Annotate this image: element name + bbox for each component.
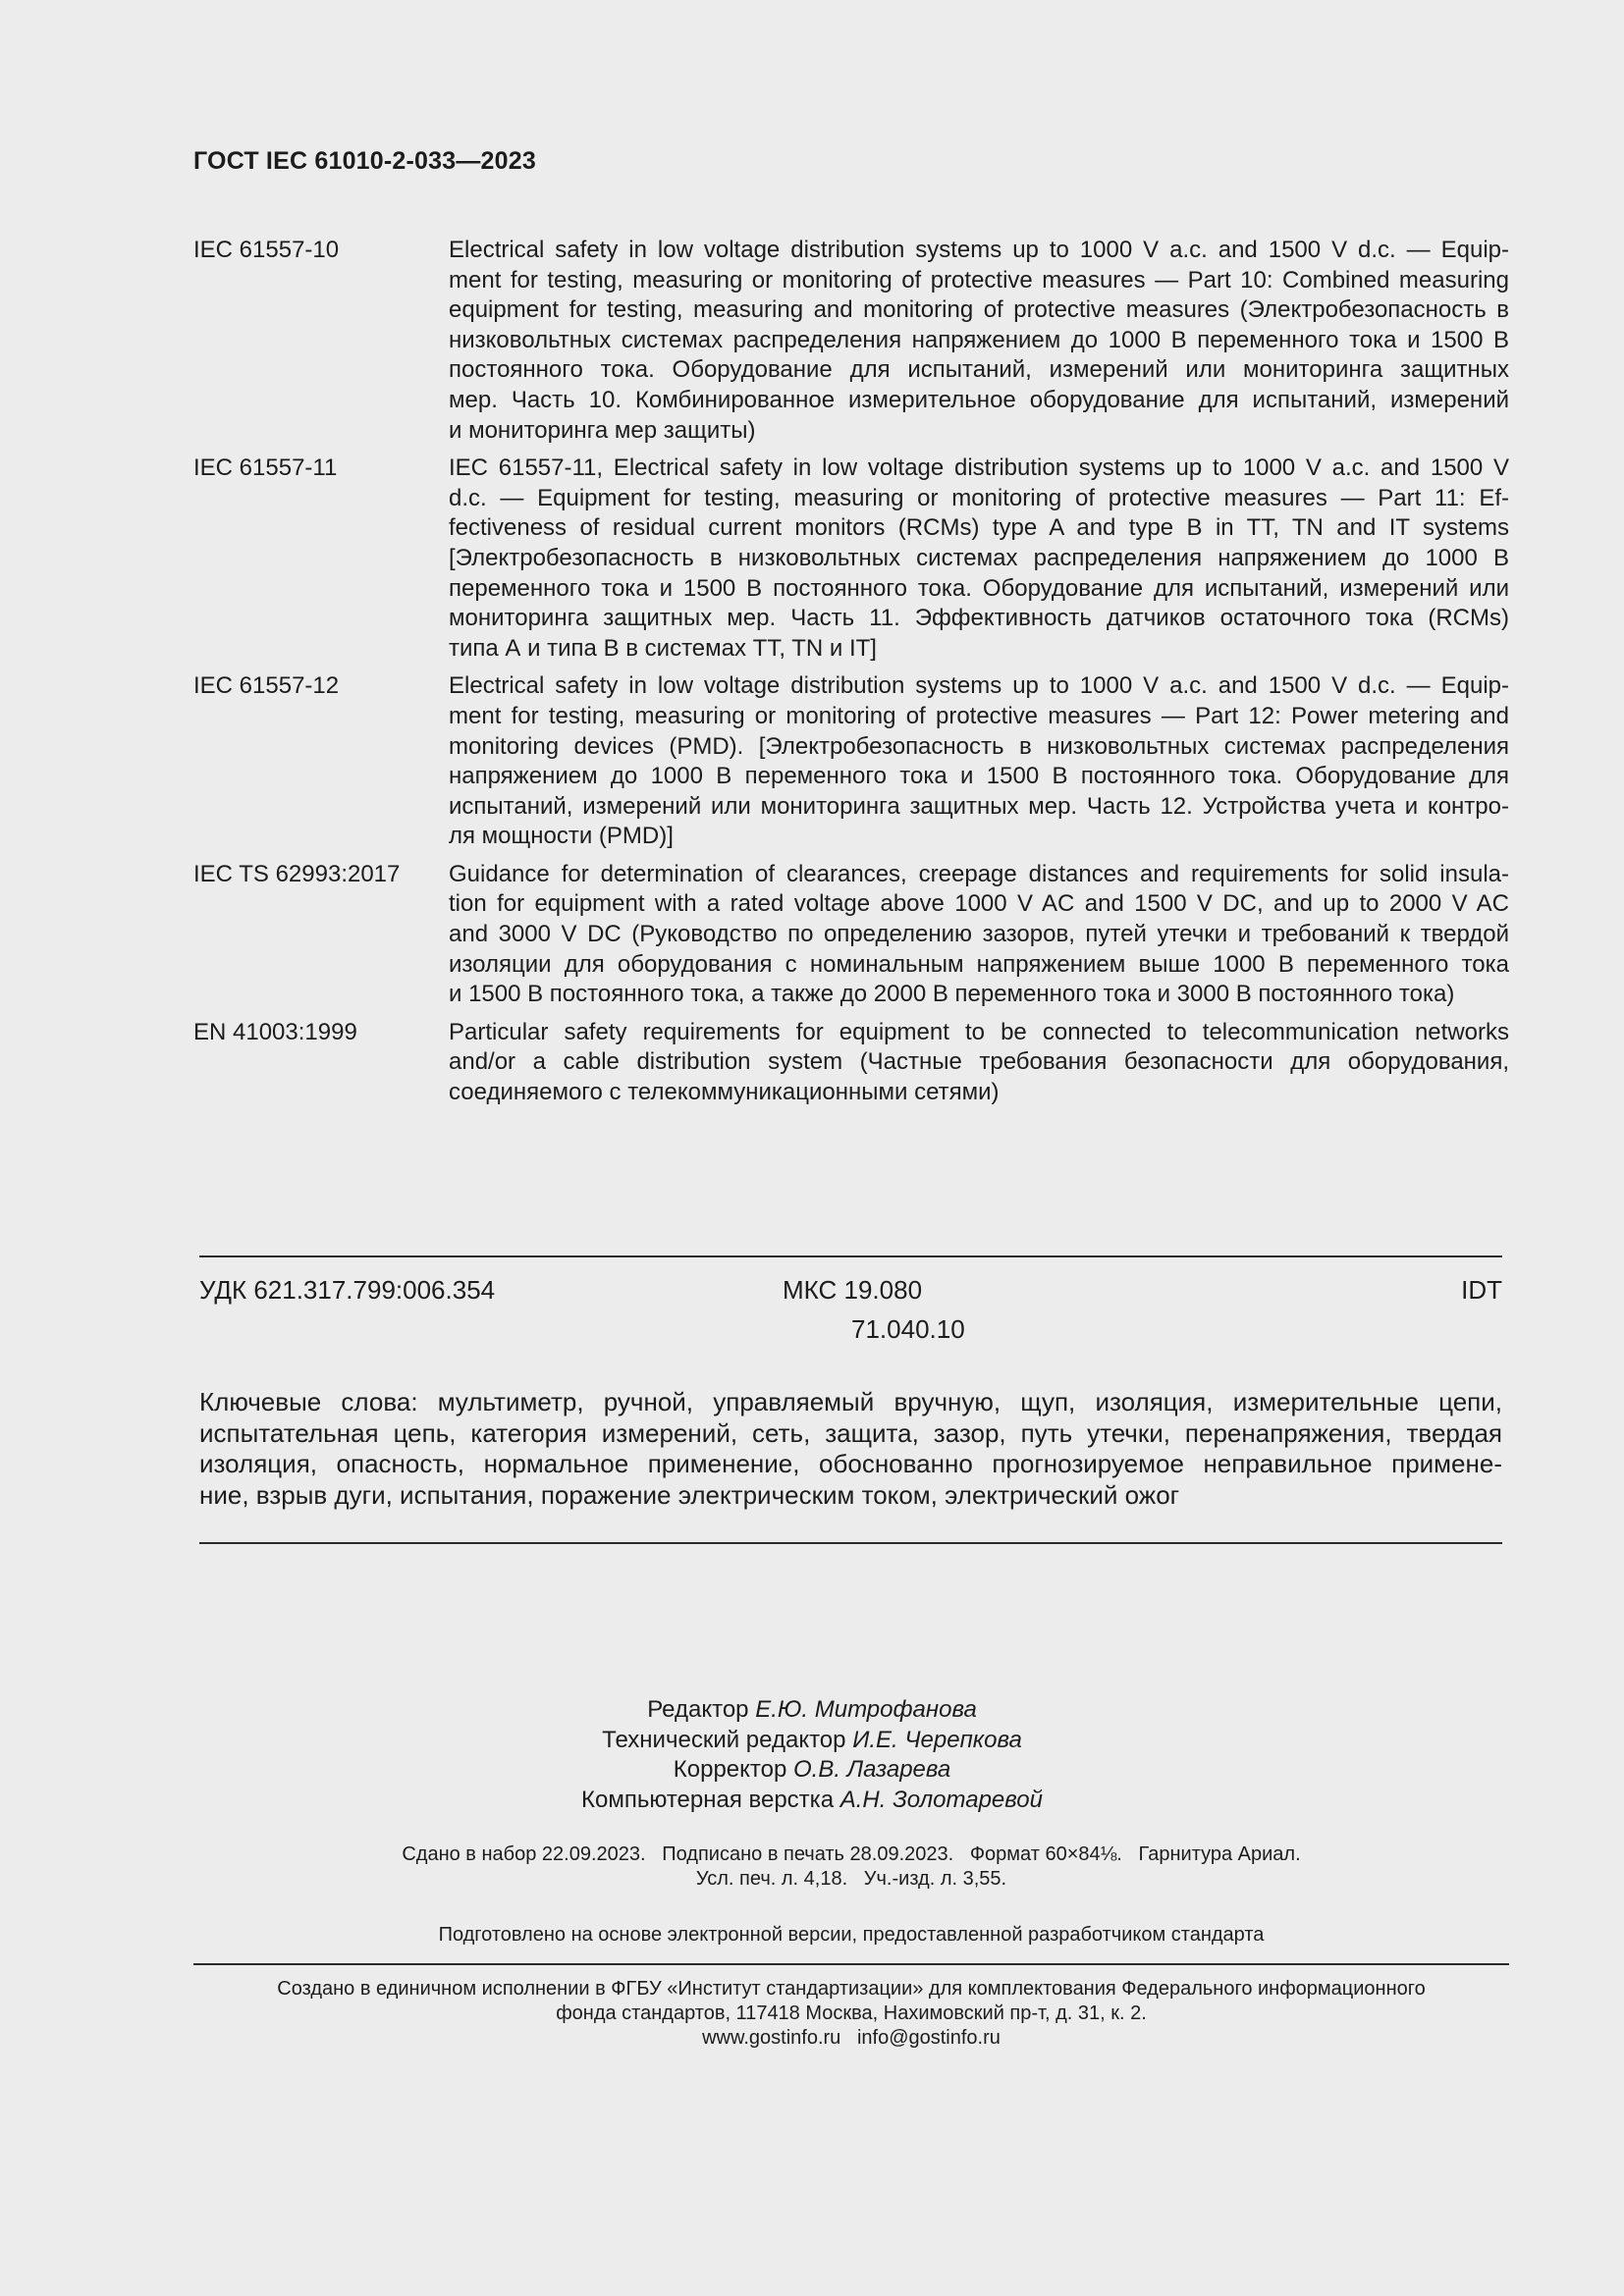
keywords-line: испытательная цепь, категория измерений, сеть, защита, зазор, путь утечки, перенапряжения, твердая bbox=[199, 1417, 1502, 1448]
reference-line: Electrical safety in low voltage distribution systems up to 1000 V a.c. and 1500 V d.c. — Equip- bbox=[449, 237, 1509, 263]
credit-name: И.Е. Черепкова bbox=[852, 1726, 1022, 1753]
reference-line: переменного тока и 1500 В постоянного тока. Оборудование для испытаний, измерений или bbox=[449, 574, 1509, 602]
imprint-line: Сдано в набор 22.09.2023. Подписано в печать 28.09.2023. Формат 60×84⅛. Гарнитура Ариал. bbox=[402, 1843, 1301, 1865]
credit-editor bbox=[0, 1695, 1624, 1726]
mks-code-secondary: 71.040.10 bbox=[851, 1314, 965, 1344]
reference-code: IEC 61557-11 bbox=[193, 454, 338, 482]
reference-line: monitoring devices (PMD). [Электробезопасность в низковольтных системах распределения bbox=[449, 732, 1509, 760]
reference-line: соединяемого с телекоммуникационными сетями) bbox=[449, 1079, 1000, 1106]
reference-row bbox=[193, 236, 1509, 446]
reference-row bbox=[193, 860, 1509, 1010]
credit-name: А.Н. Золотаревой bbox=[839, 1786, 1043, 1813]
imprint-block bbox=[0, 1842, 1624, 1892]
reference-code: IEC TS 62993:2017 bbox=[193, 860, 401, 887]
mks-code: МКС 19.080 bbox=[783, 1275, 923, 1305]
reference-line: мониторинга защитных мер. Часть 11. Эффективность датчиков остаточного тока (RCMs) bbox=[449, 605, 1509, 632]
bottom-divider bbox=[199, 1542, 1502, 1544]
reference-line: мер. Часть 10. Комбинированное измерительное оборудование для испытаний, измерений bbox=[449, 386, 1509, 413]
reference-row bbox=[193, 454, 1509, 664]
reference-line: and/or a cable distribution system (Частные требования безопасности для оборудования, bbox=[449, 1048, 1509, 1076]
created-line: фонда стандартов, 117418 Москва, Нахимовский пр-т, д. 31, к. 2. bbox=[556, 2002, 1147, 2024]
reference-line: изоляции для оборудования с номинальным напряжением выше 1000 В переменного тока bbox=[449, 950, 1509, 978]
reference-line: [Электробезопасность в низковольтных системах распределения напряжением до 1000 В bbox=[449, 544, 1509, 571]
footer-divider bbox=[193, 1963, 1509, 1965]
credit-tech-editor bbox=[0, 1726, 1624, 1756]
keywords-line: Ключевые слова: мультиметр, ручной, управляемый вручную, щуп, изоляция, измерительные цепи, bbox=[199, 1387, 1502, 1416]
reference-row bbox=[193, 671, 1509, 852]
udk-code: УДК 621.317.799:006.354 bbox=[199, 1275, 496, 1305]
reference-description bbox=[449, 454, 1509, 664]
idt-label: IDT bbox=[1461, 1275, 1502, 1305]
credits-block bbox=[0, 1695, 1624, 1815]
reference-line: d.c. — Equipment for testing, measuring or monitoring of protective measures — Part 11: Ef- bbox=[449, 484, 1509, 511]
reference-code: EN 41003:1999 bbox=[193, 1018, 357, 1045]
reference-line: Guidance for determination of clearances, creepage distances and requirements for solid insula- bbox=[449, 860, 1509, 887]
reference-code: IEC 61557-12 bbox=[193, 672, 340, 700]
reference-line: напряжением до 1000 В переменного тока и 1500 В постоянного тока. Оборудование для bbox=[449, 763, 1509, 790]
created-line: Создано в единичном исполнении в ФГБУ «Институт стандартизации» для комплектования Федерального информационного bbox=[277, 1978, 1426, 2000]
normative-references bbox=[193, 236, 1509, 1116]
credit-role: Редактор bbox=[647, 1696, 749, 1723]
reference-line: equipment for testing, measuring and monitoring of protective measures (Электробезопасность в bbox=[449, 296, 1509, 324]
reference-line: fectiveness of residual current monitors (RCMs) type A and type B in TT, TN and IT systems bbox=[449, 514, 1509, 542]
reference-line: и 1500 В постоянного тока, а также до 2000 В переменного тока и 3000 В постоянного тока) bbox=[449, 981, 1455, 1008]
reference-line: типа А и типа В в системах TT, TN и IT] bbox=[449, 634, 877, 662]
credit-name: Е.Ю. Митрофанова bbox=[755, 1696, 977, 1723]
reference-line: ля мощности (PMD)] bbox=[449, 823, 674, 850]
reference-line: Particular safety requirements for equipment to be connected to telecommunication networks bbox=[449, 1018, 1509, 1045]
reference-line: ment for testing, measuring or monitoring of protective measures — Part 12: Power metering and bbox=[449, 702, 1509, 729]
reference-line: ment for testing, measuring or monitoring of protective measures — Part 10: Combined measuring bbox=[449, 266, 1509, 294]
reference-description bbox=[449, 671, 1509, 852]
prepared-note: Подготовлено на основе электронной версии, предоставленной разработчиком стандарта bbox=[438, 1924, 1265, 1946]
keywords-line: ние, взрыв дуги, испытания, поражение электрическим током, электрический ожог bbox=[199, 1479, 1180, 1510]
reference-line: and 3000 V DC (Руководство по определению зазоров, путей утечки и требований к твердой bbox=[449, 921, 1509, 948]
credit-name: О.В. Лазарева bbox=[793, 1756, 951, 1783]
reference-line: испытаний, измерений или мониторинга защитных мер. Часть 12. Устройства учета и контро- bbox=[449, 792, 1509, 820]
reference-description bbox=[449, 860, 1509, 1010]
classification-row bbox=[199, 1275, 1502, 1344]
reference-row bbox=[193, 1018, 1509, 1108]
reference-description bbox=[449, 1018, 1509, 1108]
reference-line: низковольтных системах распределения напряжением до 1000 В переменного тока и 1500 В bbox=[449, 326, 1509, 353]
credit-role: Компьютерная верстка bbox=[581, 1786, 835, 1813]
keywords-block bbox=[199, 1387, 1502, 1511]
reference-line: и мониторинга мер защиты) bbox=[449, 416, 756, 444]
reference-line: tion for equipment with a rated voltage above 1000 V AC and 1500 V DC, and up to 2000 V AC bbox=[449, 890, 1509, 918]
credit-role: Технический редактор bbox=[602, 1726, 846, 1753]
reference-line: IEC 61557-11, Electrical safety in low voltage distribution systems up to 1000 V a.c. and 1500 V bbox=[449, 454, 1509, 482]
keywords-line: изоляция, опасность, нормальное применение, обоснованно прогнозируемое неправильное примене- bbox=[199, 1449, 1502, 1478]
credit-corrector bbox=[0, 1755, 1624, 1786]
reference-line: постоянного тока. Оборудование для испытаний, измерений или мониторинга защитных bbox=[449, 356, 1509, 384]
reference-description bbox=[449, 236, 1509, 446]
reference-code: IEC 61557-10 bbox=[193, 237, 340, 263]
top-divider bbox=[199, 1255, 1502, 1257]
credit-layout bbox=[0, 1786, 1624, 1816]
page-title: ГОСТ IEC 61010-2-033—2023 bbox=[193, 147, 536, 175]
reference-line: Electrical safety in low voltage distribution systems up to 1000 V a.c. and 1500 V d.c. — Equip- bbox=[449, 672, 1509, 700]
created-contacts: www.gostinfo.ru info@gostinfo.ru bbox=[702, 2027, 1001, 2049]
created-block bbox=[0, 1977, 1624, 2051]
credit-role: Корректор bbox=[673, 1756, 787, 1783]
imprint-line: Усл. печ. л. 4,18. Уч.-изд. л. 3,55. bbox=[695, 1868, 1007, 1890]
